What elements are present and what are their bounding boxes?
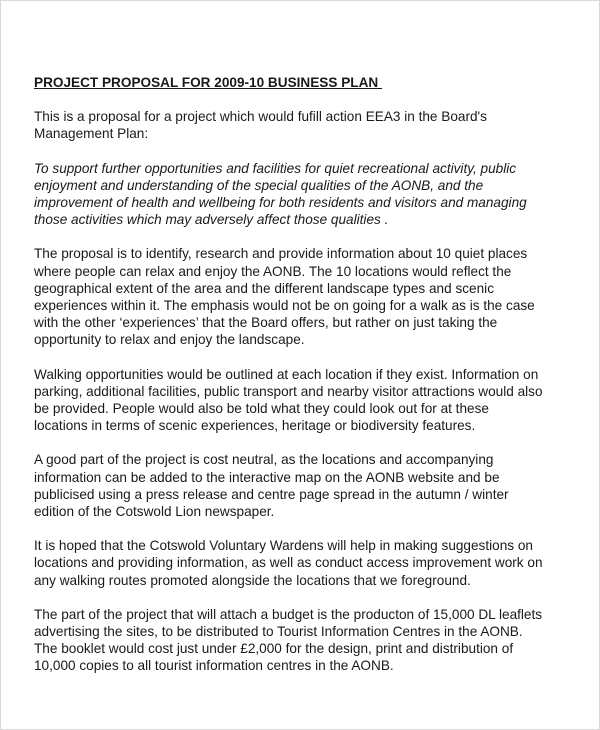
text-line: locations in terms of scenic experiences, heritage or biodiversity features. [34,418,476,434]
text-line: To support further opportunities and facilities for quiet recreational activity, public [34,160,517,176]
text-line: opportunity to relax and enjoy the landscape. [34,332,305,348]
paragraph-intro [34,108,579,142]
text-line: Management Plan: [34,126,149,142]
text-line: improvement of health and wellbeing for both residents and visitors and managing [34,195,527,211]
text-line: The booklet would cost just under £2,000 for the design, print and distribution of [34,641,514,657]
text-line: with the other ‘experiences’ that the Board offers, but rather on just taking the [34,315,498,331]
document-body [34,74,579,692]
document-title: PROJECT PROPOSAL FOR 2009-10 BUSINESS PLAN [34,75,382,90]
text-line: those activities which may adversely affect those qualities . [34,212,389,228]
paragraph-budget [34,606,579,675]
text-line: enjoyment and understanding of the special qualities of the AONB, and the [34,177,484,193]
text-line: geographical extent of the area and the different landscape types and scenic [34,280,494,296]
text-line: A good part of the project is cost neutral, as the locations and accompanying [34,452,494,468]
paragraph-quote [34,160,579,229]
text-line: advertising the sites, to be distributed to Tourist Information Centres in the AONB. [34,624,523,640]
text-line: Walking opportunities would be outlined at each location if they exist. Information on [34,366,539,382]
text-line: edition of the Cotswold Lion newspaper. [34,504,275,520]
text-line: be provided. People would also be told what they could look out for at these [34,401,489,417]
paragraph-proposal [34,245,579,348]
text-line: experiences within it. The emphasis would not be on going for a walk as is the case [34,298,535,314]
text-line: publicised using a press release and centre page spread in the autumn / winter [34,486,509,502]
text-line: The part of the project that will attach a budget is the producton of 15,000 DL leaflets [34,606,543,622]
text-line: parking, additional facilities, public transport and nearby visitor attractions would also [34,383,543,399]
text-line: information can be added to the interactive map on the AONB website and be [34,469,500,485]
paragraph-wardens [34,537,579,589]
paragraph-walking [34,366,579,435]
paragraph-cost-neutral [34,451,579,520]
text-line: This is a proposal for a project which would fufill action EEA3 in the Board's [34,109,487,125]
text-line: 10,000 copies to all tourist information centres in the AONB. [34,658,394,674]
text-line: where people can relax and enjoy the AONB. The 10 locations would reflect the [34,263,512,279]
text-line: any walking routes promoted alongside the locations that we foreground. [34,572,471,588]
text-line: The proposal is to identify, research and provide information about 10 quiet places [34,246,528,262]
text-line: locations and providing information, as well as conduct access improvement work on [34,555,543,571]
text-line: It is hoped that the Cotswold Voluntary Wardens will help in making suggestions on [34,538,533,554]
